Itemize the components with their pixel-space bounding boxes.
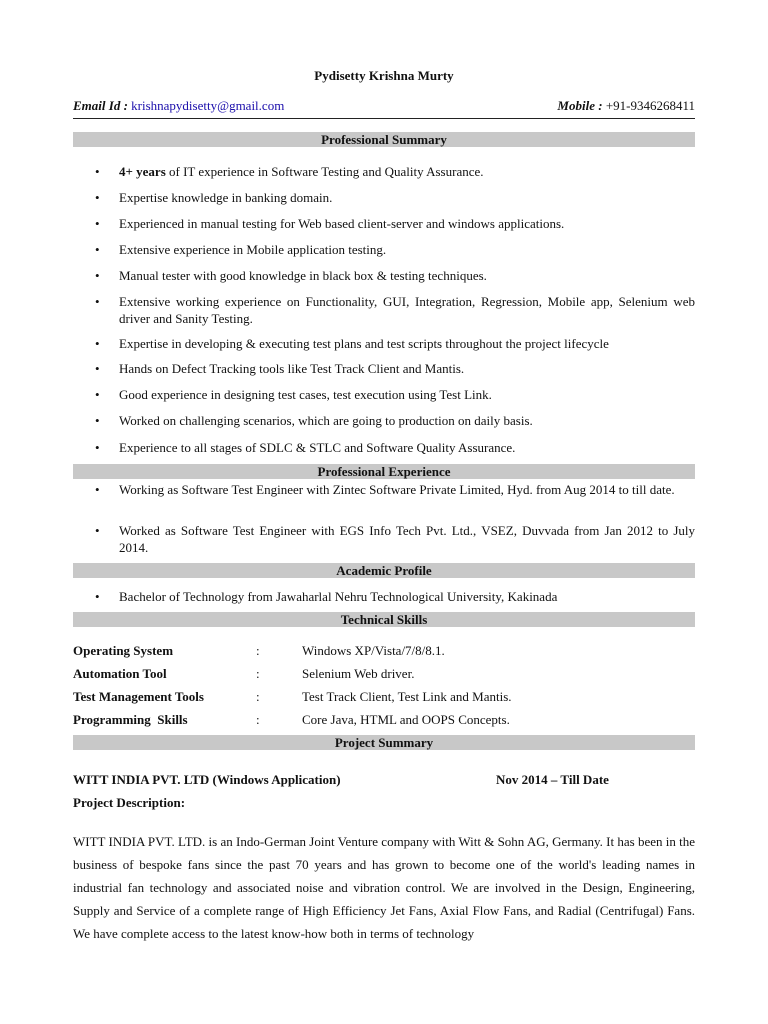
email-label: Email Id : bbox=[73, 98, 128, 113]
skill-separator: : bbox=[256, 688, 260, 704]
list-item-text: Experience to all stages of SDLC & STLC and Software Quality Assurance. bbox=[119, 440, 516, 455]
bullet-icon: • bbox=[95, 523, 100, 538]
skill-label: Operating System bbox=[73, 642, 174, 658]
skill-separator: : bbox=[256, 665, 260, 681]
bullet-icon: • bbox=[95, 242, 100, 257]
bullet-icon: • bbox=[95, 387, 100, 402]
skill-label: Test Management Tools bbox=[73, 688, 204, 704]
bullet-icon: • bbox=[95, 336, 100, 351]
mobile-line bbox=[557, 98, 695, 114]
list-item bbox=[73, 522, 695, 556]
list-item bbox=[73, 241, 695, 258]
list-item-text: Experienced in manual testing for Web based client-server and windows applications. bbox=[119, 216, 565, 231]
project-dates: Nov 2014 – Till Date bbox=[496, 772, 609, 787]
project-description: WITT INDIA PVT. LTD. is an Indo-German Joint Venture company with Witt & Sohn AG, Germany. It has been in the business of bespoke fans since the past 70 years and has grown to become one of the world's leading names in industrial fan technology and associated noise and vibration control. We are involved in the Design, Engineering, Supply and Service of a complete range of High Efficiency Jet Fans, Axial Flow Fans, and Radial (Centrifugal) Fans. We have complete access to the latest know-how both in terms of technology bbox=[73, 834, 695, 941]
table-row bbox=[73, 662, 695, 685]
skill-value: Test Track Client, Test Link and Mantis. bbox=[302, 688, 512, 704]
list-item bbox=[73, 481, 695, 498]
bullet-icon: • bbox=[95, 413, 100, 428]
skill-label: Programming Skills bbox=[73, 711, 188, 727]
list-item bbox=[73, 439, 695, 456]
list-item bbox=[73, 267, 695, 284]
list-item bbox=[73, 335, 695, 352]
list-item bbox=[73, 412, 695, 429]
bullet-icon: • bbox=[95, 361, 100, 376]
bullet-icon: • bbox=[95, 216, 100, 231]
list-item-text: Extensive experience in Mobile application testing. bbox=[119, 242, 387, 257]
skill-value: Core Java, HTML and OOPS Concepts. bbox=[302, 711, 510, 727]
list-item-text: Manual tester with good knowledge in black box & testing techniques. bbox=[119, 268, 487, 283]
skill-value: Windows XP/Vista/7/8/8.1. bbox=[302, 642, 445, 658]
bullet-icon: • bbox=[95, 294, 100, 309]
candidate-name: Pydisetty Krishna Murty bbox=[314, 68, 454, 83]
email-line bbox=[73, 98, 284, 114]
list-item bbox=[73, 293, 695, 327]
list-item-text: Worked as Software Test Engineer with EGS Info Tech Pvt. Ltd., VSEZ, Duvvada from Jan 2012 to July 2014. bbox=[119, 523, 695, 555]
list-item-text: of IT experience in Software Testing and Quality Assurance. bbox=[165, 164, 484, 179]
list-item bbox=[73, 386, 695, 403]
section-academic-profile: Academic Profile bbox=[73, 563, 695, 578]
list-item bbox=[73, 189, 695, 206]
bullet-icon: • bbox=[95, 268, 100, 283]
section-technical-skills: Technical Skills bbox=[73, 612, 695, 627]
mobile-label: Mobile : bbox=[557, 98, 603, 113]
skill-label: Automation Tool bbox=[73, 665, 167, 681]
mobile-number: +91-9346268411 bbox=[605, 98, 695, 113]
list-item-text: Bachelor of Technology from Jawaharlal Nehru Technological University, Kakinada bbox=[119, 589, 558, 604]
list-item-text: Working as Software Test Engineer with Zintec Software Private Limited, Hyd. from Aug 2014 to till date. bbox=[119, 482, 675, 497]
contact-divider bbox=[73, 118, 695, 119]
list-item-text: Extensive working experience on Functionality, GUI, Integration, Regression, Mobile app, Selenium web driver and Sanity Testing. bbox=[119, 294, 695, 326]
section-professional-experience: Professional Experience bbox=[73, 464, 695, 479]
bullet-icon: • bbox=[95, 190, 100, 205]
list-item bbox=[73, 163, 695, 180]
project-title: WITT INDIA PVT. LTD (Windows Application) bbox=[73, 772, 341, 787]
table-row bbox=[73, 685, 695, 708]
table-row bbox=[73, 708, 695, 731]
skill-value: Selenium Web driver. bbox=[302, 665, 415, 681]
bullet-icon: • bbox=[95, 164, 100, 179]
email-link[interactable]: krishnapydisetty@gmail.com bbox=[131, 98, 285, 113]
project-description-label: Project Description: bbox=[73, 795, 186, 810]
list-item bbox=[73, 360, 695, 377]
bullet-icon: • bbox=[95, 440, 100, 455]
list-item-text: Worked on challenging scenarios, which are going to production on daily basis. bbox=[119, 413, 533, 428]
experience-years: 4+ years bbox=[119, 164, 166, 179]
bullet-icon: • bbox=[95, 589, 100, 604]
skills-table bbox=[73, 639, 695, 731]
skill-separator: : bbox=[256, 642, 260, 658]
table-row bbox=[73, 639, 695, 662]
list-item-text: Hands on Defect Tracking tools like Test Track Client and Mantis. bbox=[119, 361, 465, 376]
skill-separator: : bbox=[256, 711, 260, 727]
list-item bbox=[73, 215, 695, 232]
section-project-summary: Project Summary bbox=[73, 735, 695, 750]
section-professional-summary: Professional Summary bbox=[73, 132, 695, 147]
list-item bbox=[73, 588, 695, 605]
list-item-text: Expertise in developing & executing test plans and test scripts throughout the project lifecycle bbox=[119, 336, 609, 351]
bullet-icon: • bbox=[95, 482, 100, 497]
list-item-text: Expertise knowledge in banking domain. bbox=[119, 190, 333, 205]
list-item-text: Good experience in designing test cases, test execution using Test Link. bbox=[119, 387, 492, 402]
